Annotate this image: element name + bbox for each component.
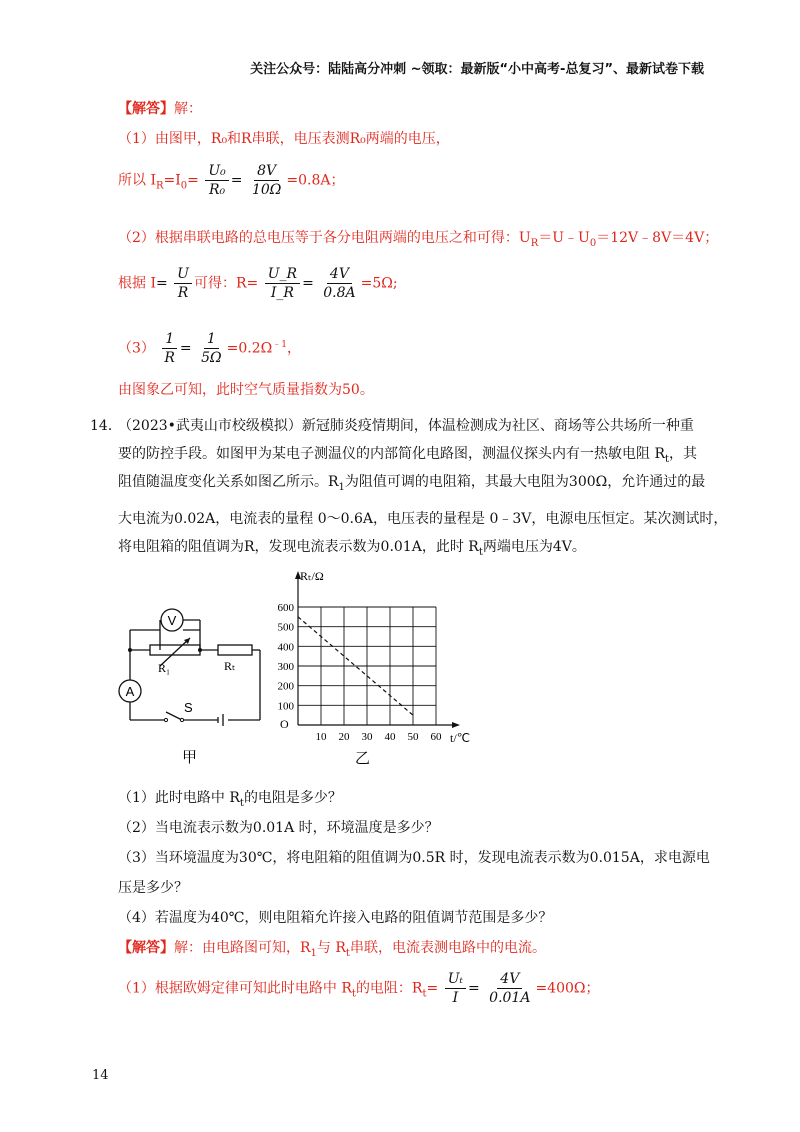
answer-tag: 【解答】 xyxy=(118,101,174,117)
answer-line-3: （2）根据串联电路的总电压等于各分电阻两端的电压之和可得：$U_R=U﹣U_0=12V﹣8V=4V$； xyxy=(118,230,719,249)
x-tick-label: 60 xyxy=(430,731,442,743)
chart-title: 乙 xyxy=(355,749,371,767)
answer-line-1: （1）由图甲，R₀和R串联，电压表测R₀两端的电压， xyxy=(118,131,450,147)
page-header: 关注公众号：陆陆高分冲刺 ~领取：最新版“小中高考-总复习”、最新试卷下载 xyxy=(250,62,704,77)
answer-line-5: （3） $\frac{1}{R}$ = $\frac{1}{5\Omega}$ $=0.2\Omega^{﹣1}$， xyxy=(118,331,301,366)
answer-line-2: 所以 $I_R=I_0=$ $\frac{\text{U₀}}{\text{R₀}}$ = $\frac{8V}{10\Omega}$ =0.8A； xyxy=(118,163,345,198)
fraction-u-r: $\frac{U}{R}$ xyxy=(174,265,192,302)
answer2-heading: 【解答】解：由电路图可知，$R_1$与 $R_t$串联，电流表测电路中的电流。 xyxy=(118,940,546,959)
chart-ticks xyxy=(278,602,443,743)
subquestion-3: （3）当环境温度为30℃，将电阻箱的阻值调为0.5R 时，发现电流表示数为0.015A，求电源电 xyxy=(118,850,710,866)
x-axis-arrow-icon xyxy=(452,722,460,728)
chart-xlabel: t/℃ xyxy=(450,731,471,745)
fraction-1-5ohm: $\frac{1}{5\Omega}$ xyxy=(201,331,222,366)
y-tick-label: 400 xyxy=(277,641,294,654)
subquestion-3-cont: 压是多少？ xyxy=(118,880,188,896)
fraction-4v-08a: $\frac{4V}{0.8A}$ xyxy=(323,266,356,301)
answer-heading xyxy=(118,99,202,119)
ammeter-label: A xyxy=(125,684,135,699)
y-tick-label: 200 xyxy=(277,680,294,693)
y-tick-label: 500 xyxy=(277,621,294,634)
x-tick-label: 20 xyxy=(338,731,350,743)
chart-grid xyxy=(298,607,436,725)
chart-axes xyxy=(295,571,460,728)
answer-line-6: 由图象乙可知，此时空气质量指数为50。 xyxy=(118,382,374,398)
x-tick-label: 10 xyxy=(315,731,327,743)
chart-ylabel: Rₜ/Ω xyxy=(300,569,324,583)
answer-line-4: 根据 I= $\frac{U}{R}$ 可得：R= $\frac{U\_R}{I\_R}$ = $\frac{4V}{0.8A}$ =5Ω; xyxy=(118,266,398,301)
subquestion-2: （2）当电流表示数为0.01A 时，环境温度是多少？ xyxy=(118,820,439,836)
question-number: 14． xyxy=(90,418,122,434)
subquestion-1: （1）此时电路中 $R_t$的电阻是多少？ xyxy=(118,790,342,809)
x-tick-label: 30 xyxy=(361,731,373,743)
switch-label: S xyxy=(184,700,193,715)
rt-label: Rₜ xyxy=(224,659,236,673)
fraction-ut-i: $\frac{\text{Uₜ}}{I}$ xyxy=(445,970,466,1007)
fraction-ur-ir: $\frac{U\_R}{I\_R}$ xyxy=(265,265,300,302)
y-tick-label: 300 xyxy=(277,661,294,673)
x-tick-label: 50 xyxy=(407,731,419,743)
y-tick-label: 100 xyxy=(277,700,294,713)
question-line-3: 阻值随温度变化关系如图乙所示。$R_1$为阻值可调的电阻箱，其最大电阻为300Ω，允许通过的最 xyxy=(118,474,706,493)
rt-temperature-chart xyxy=(270,560,480,775)
fraction-1-r: $\frac{1}{R}$ xyxy=(161,330,178,367)
question-line-4: 大电流为0.02A，电流表的量程 0～0.6A，电压表的量程是 0﹣3V，电源电压恒定。某次测试时， xyxy=(118,511,728,527)
x-tick-label: 40 xyxy=(384,731,396,743)
r1-label: R₁ xyxy=(158,661,171,675)
page-number: 14 xyxy=(92,1068,109,1083)
voltmeter-label: V xyxy=(167,613,177,628)
circuit-caption: 甲 xyxy=(182,748,198,766)
question-line-2: 要的防控手段。如图甲为某电子测温仪的内部简化电路图，测温仪探头内有一热敏电阻 $R_t$，其 xyxy=(118,446,698,465)
answer2-line-1: （1）根据欧姆定律可知此时电路中 $R_t$的电阻：$R_t=$ $\frac{\text{Uₜ}}{I}$ = $\frac{4V}{0.01A}$ =400Ω； xyxy=(118,971,600,1006)
circuit-diagram xyxy=(110,590,270,770)
fraction-u0-r0: $\frac{\text{U₀}}{\text{R₀}}$ xyxy=(205,162,228,199)
fraction-8v-10ohm: $\frac{8V}{10\Omega}$ xyxy=(251,163,282,198)
fraction-4v-001a: $\frac{4V}{0.01A}$ xyxy=(489,971,531,1006)
subquestion-4: （4）若温度为40℃，则电阻箱允许接入电路的阻值调节范围是多少？ xyxy=(118,910,553,926)
question-line-1: （2023•武夷山市校级模拟）新冠肺炎疫情期间，体温检测成为社区、商场等公共场所一种重 xyxy=(118,418,694,434)
answer-jie: 解： xyxy=(174,101,202,117)
chart-origin: O xyxy=(280,717,289,731)
y-tick-label: 600 xyxy=(277,602,294,614)
question-line-5: 将电阻箱的阻值调为R，发现电流表示数为0.01A，此时 $R_t$两端电压为4V。 xyxy=(118,539,586,558)
